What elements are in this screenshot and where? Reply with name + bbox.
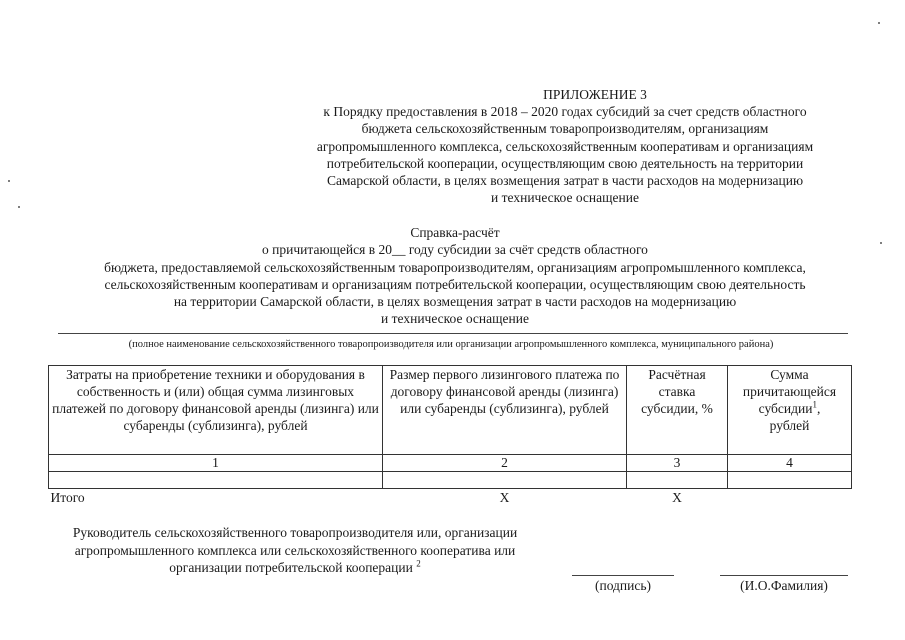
- column-number: 2: [383, 455, 627, 472]
- table-row: [49, 472, 852, 489]
- table-cell[interactable]: [627, 472, 728, 489]
- table-cell[interactable]: [383, 472, 627, 489]
- signature-caption: (подпись): [594, 578, 652, 593]
- table-header-cell: Размер первого лизингового платежа по договору финансовой аренды (лизинга) или субаренды (сублизинга), рублей: [383, 366, 627, 455]
- total-row: [49, 489, 852, 508]
- column-number: 4: [728, 455, 852, 472]
- column-number: 1: [49, 455, 383, 472]
- reference-line: и техническое оснащение: [381, 311, 529, 327]
- appendix-line: к Порядку предоставления в 2018 – 2020 годах субсидий за счет средств областного: [323, 104, 807, 120]
- reference-line: сельскохозяйственным кооперативам и организациям потребительской кооперации, осуществляющим свою деятельность: [104, 276, 806, 292]
- table-number-row: [49, 455, 852, 472]
- appendix-line: Самарской области, в целях возмещения затрат в части расходов на модернизацию: [326, 173, 804, 189]
- footnote-mark: 2: [416, 558, 421, 569]
- scan-dot: [18, 206, 20, 208]
- calculation-table: [48, 365, 852, 507]
- full-name-caption: (И.О.Фамилия): [740, 578, 828, 593]
- table-header-unit: рублей: [769, 418, 810, 433]
- head-signature-text: [55, 524, 535, 577]
- scan-dot: [8, 180, 10, 182]
- appendix-line: потребительской кооперации, осуществляющим свою деятельность на территории: [326, 155, 804, 171]
- appendix-line: и техническое оснащение: [491, 190, 639, 206]
- scan-dot: [880, 242, 882, 244]
- reference-line: о причитающейся в 20__ году субсидии за счёт средств областного: [262, 242, 648, 258]
- table-cell[interactable]: [728, 472, 852, 489]
- signature-line[interactable]: [572, 575, 674, 576]
- reference-block: [40, 224, 870, 328]
- appendix-line: агропромышленного комплекса, сельскохозяйственным кооперативам и организациям: [316, 138, 814, 154]
- total-mark: X: [499, 490, 510, 505]
- head-title: Руководитель сельскохозяйственного товаропроизводителя или, организации агропромышленного комплекса или сельскохозяйственного кооператива или организации потребительской кооперации: [72, 525, 518, 575]
- table-header-text: Сумма причитающейся субсидии: [742, 367, 837, 416]
- table-header-cell: Затраты на приобретение техники и оборудования в собственность и (или) общая сумма лизинговых платежей по договору финансовой аренды (лизинга) или субаренды (сублизинга), рублей: [49, 366, 383, 455]
- name-fill-line[interactable]: [58, 333, 848, 334]
- total-mark: X: [672, 490, 682, 505]
- appendix-block: [280, 86, 850, 206]
- table-header-cell: Расчётная ставка субсидии, %: [627, 366, 728, 455]
- name-caption: (полное наименование сельскохозяйственного товаропроизводителя или организации агропромышленного комплекса, муниципального района): [128, 339, 774, 350]
- table-header-row: [49, 366, 852, 455]
- column-number: 3: [627, 455, 728, 472]
- table-cell[interactable]: [49, 472, 383, 489]
- reference-line: на территории Самарской области, в целях возмещения затрат в части расходов на модернизацию: [173, 294, 737, 310]
- total-label: Итого: [50, 490, 85, 505]
- appendix-line: бюджета сельскохозяйственным товаропроизводителям, организациям: [361, 121, 769, 137]
- reference-title: Справка-расчёт: [410, 225, 500, 240]
- scan-dot: [878, 22, 880, 24]
- footnote-mark: 1: [812, 399, 817, 410]
- full-name-line[interactable]: [720, 575, 848, 576]
- total-amount[interactable]: [728, 489, 852, 508]
- reference-line: бюджета, предоставляемой сельскохозяйственным товаропроизводителям, организациям агропромышленного комплекса,: [104, 259, 806, 275]
- table-header-cell: Сумма причитающейся субсидии$^1$, рублей: [728, 366, 852, 455]
- appendix-title: ПРИЛОЖЕНИЕ 3: [543, 87, 647, 102]
